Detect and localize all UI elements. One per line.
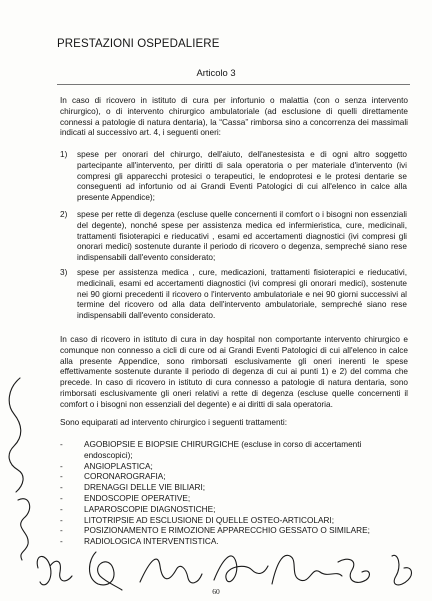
list-dash: -: [60, 537, 63, 547]
signature-7: [392, 555, 411, 585]
equiparati-intro: Sono equiparati ad intervento chirurgico i seguenti trattamenti:: [60, 418, 288, 427]
list-dash: -: [60, 515, 63, 525]
section-heading: PRESTAZIONI OSPEDALIERE: [57, 38, 220, 50]
signature-4: [214, 556, 268, 582]
signature-1: [37, 556, 72, 584]
treatment-text: CORONAROGRAFIA;: [84, 472, 166, 482]
treatment-text: POSIZIONAMENTO E RIMOZIONE APPARECCHIO GESSATO O SIMILARE;: [84, 526, 370, 536]
list-dash: -: [60, 461, 63, 471]
item-text: spese per assistenza medica , cure, medicazioni, trattamenti fisioterapici e rieducativi, medicinali, esami ed accertamenti diagnostici (ivi compresi gli onorari medici), sostenute nei 90 giorni precedenti il ricovero o l'intervento ambulatoriale e nei 90 giorni successivi al termine del ricovero od alla data dell'intervento ambulatoriale, sempreché siano rese indispensabili dall'evento considerato.: [77, 268, 407, 321]
margin-signature-lower: [18, 499, 30, 560]
margin-signature-upper: [9, 378, 23, 492]
treatment-text: LAPAROSCOPIE DIAGNOSTICHE;: [84, 504, 216, 514]
treatment-text: AGOBIOPSIE E BIOPSIE CHIRURGICHE (escluse in corso di accertamenti endoscopici);: [84, 440, 362, 460]
intro-paragraph: In caso di ricovero in istituto di cura per infortunio o malattia (con o senza intervento chirurgico), o di intervento chirurgico ambulatoriale (ad esclusione di quelli direttamente connessi a patologie di natura dentaria), la “Cassa” rimborsa sino a concorrenza dei massimali indicati al successivo art. 4, i seguenti oneri:: [60, 96, 408, 138]
treatment-text: RADIOLOGICA INTERVENTISTICA.: [84, 537, 219, 547]
treatment-text: DRENAGGI DELLE VIE BILIARI;: [84, 483, 206, 493]
list-dash: -: [60, 472, 63, 482]
item-text: spese per onorari del chirurgo, dell'aiuto, dell'anestesista e di ogni altro soggetto partecipante all'intervento, per diritti di sala operatoria o per materiale d'intervento (ivi compresi gli apparecchi protesici o terapeutici, le endoprotesi e le protesi dentarie se conseguenti ad infortunio od ai Grandi Eventi Patologici di cui all'elenco in calce alla presente Appendice);: [77, 150, 407, 203]
list-dash: -: [60, 504, 63, 514]
list-dash: -: [60, 483, 63, 493]
item-number: 2): [60, 210, 68, 219]
list-dash: -: [60, 493, 63, 503]
signature-2: [90, 552, 123, 590]
treatment-text: ANGIOPLASTICA;: [84, 461, 153, 471]
signature-3: [140, 559, 202, 583]
list-dash: -: [60, 526, 63, 536]
list-dash: -: [60, 440, 63, 449]
signature-6: [338, 559, 369, 582]
day-hospital-paragraph: In caso di ricovero in istituto di cura in day hospital non comportante intervento chirurgico e comunque non connesso a cicli di cure od ai Grandi Eventi Patologici di cui all'elenco in calce alla presente Appendice, sono rimborsati esclusivamente gli oneri inerenti le spese effettivamente sostenute durante il periodo di degenza di cui ai punti 1) e 2) del comma che precede. In caso di ricovero in istituto di cura connesso a patologie di natura dentaria, sono rimborsati esclusivamente gli oneri relativi a rette di degenza (escluse quelle concernenti il comfort o i bisogni non essenziali del degente) e ai diritti di sala operatoria.: [60, 335, 408, 409]
article-title: Articolo 3: [196, 67, 236, 78]
treatment-text: LITOTRIPSIE AD ESCLUSIONE DI QUELLE OSTEO-ARTICOLARI;: [84, 515, 335, 525]
signature-5: [272, 555, 342, 584]
page-number: 60: [212, 587, 220, 596]
item-number: 1): [60, 150, 68, 159]
item-number: 3): [60, 268, 68, 277]
treatment-text: ENDOSCOPIE OPERATIVE;: [84, 493, 191, 503]
item-text: spese per rette di degenza (escluse quelle concernenti il comfort o i bisogni non essenziali del degente), nonché spese per assistenza medica ed infermieristica, cure, medicinali, trattamenti fisioterapici e rieducativi , esami ed accertamenti diagnostici (ivi compresi gli onorari medici) sostenute durante il periodo di ricovero o degenza, sempreché siano rese indispensabili dall'evento considerato;: [77, 210, 407, 263]
